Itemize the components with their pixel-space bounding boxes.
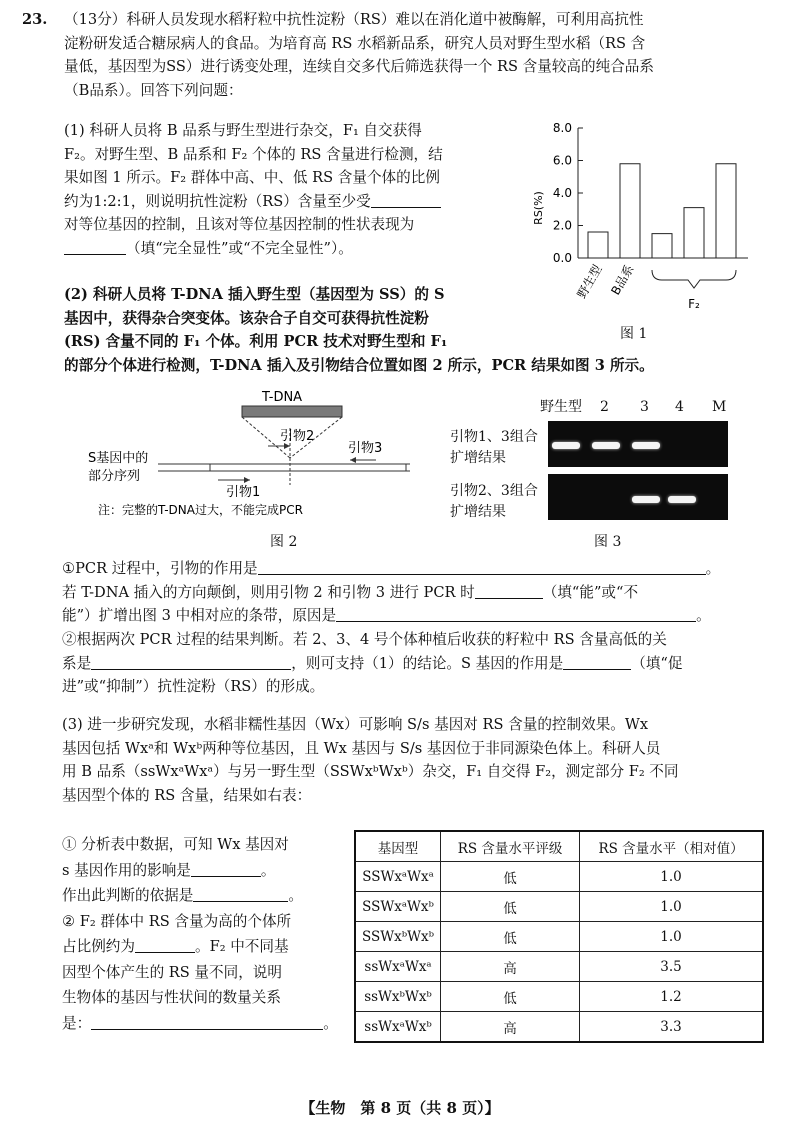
y-tick-label: 2.0 bbox=[552, 218, 572, 233]
table-row bbox=[355, 892, 763, 922]
gel-band bbox=[632, 496, 660, 503]
part3-q-text: 占比例约为 bbox=[62, 938, 135, 955]
answer-blank[interactable] bbox=[91, 653, 291, 670]
sub2-text: ，则可支持（1）的结论。S 基因的作用是 bbox=[291, 654, 564, 672]
sub2-line bbox=[62, 652, 776, 676]
bar bbox=[652, 234, 672, 258]
part3 bbox=[62, 713, 776, 807]
primer3-label: 引物3 bbox=[348, 441, 383, 456]
value-cell: 1.2 bbox=[580, 982, 764, 1012]
value-cell: 1.0 bbox=[580, 922, 764, 952]
gel-band bbox=[592, 442, 620, 449]
part1 bbox=[64, 119, 524, 260]
part3-q-line bbox=[62, 934, 352, 960]
sub1-text: ①PCR 过程中，引物的作用是 bbox=[62, 560, 258, 577]
lane-label: M bbox=[712, 399, 727, 415]
sequence-label-1: S基因中的 bbox=[88, 451, 149, 466]
period: 。 bbox=[323, 1014, 338, 1032]
value-cell: 1.0 bbox=[580, 892, 764, 922]
sub2-line: 进”或“抑制”）抗性淀粉（RS）的形成。 bbox=[62, 678, 325, 695]
lane-label: 3 bbox=[640, 399, 649, 415]
f2-label: F₂ bbox=[688, 297, 700, 311]
genotype-cell: SSWxᵃWxᵇ bbox=[355, 892, 441, 922]
question-number: 23. bbox=[22, 11, 48, 28]
period: 。 bbox=[260, 861, 276, 879]
part3-q-line: 生物体的基因与性状间的数量关系 bbox=[62, 989, 281, 1006]
gel-row2-label: 扩增结果 bbox=[450, 504, 506, 520]
level-cell: 高 bbox=[441, 952, 580, 982]
part3-q-line bbox=[62, 1011, 352, 1037]
table-header: RS 含量水平评级 bbox=[441, 831, 580, 862]
table-row bbox=[355, 922, 763, 952]
answer-blank[interactable] bbox=[135, 936, 195, 953]
lane-label: 野生型 bbox=[540, 399, 582, 415]
sub2 bbox=[62, 628, 776, 699]
question-intro bbox=[64, 8, 778, 102]
bar bbox=[588, 232, 608, 258]
bar bbox=[684, 208, 704, 258]
sub2-text: 系是 bbox=[62, 654, 92, 672]
level-cell: 高 bbox=[441, 1012, 580, 1043]
figure1-bar-chart bbox=[530, 118, 760, 358]
sub2-line: ②根据两次 PCR 过程的结果判断。若 2、3、4 号个体种植后收获的籽粒中 RS 含量高低的关 bbox=[62, 631, 667, 648]
lane-label: 2 bbox=[600, 399, 609, 415]
value-cell: 3.5 bbox=[580, 952, 764, 982]
genotype-cell: ssWxᵇWxᵇ bbox=[355, 982, 441, 1012]
level-cell: 低 bbox=[441, 922, 580, 952]
y-tick-label: 0.0 bbox=[552, 251, 572, 265]
part1-line: F₂。对野生型、B 品系和 F₂ 个体的 RS 含量进行检测，结 bbox=[64, 145, 443, 163]
primer2-label: 引物2 bbox=[280, 429, 315, 444]
answer-blank[interactable] bbox=[336, 605, 696, 622]
sub1-line bbox=[62, 581, 776, 605]
intro-line: 量低，基因型为SS）进行诱变处理，连续自交多代后筛选获得一个 RS 含量较高的纯合品系 bbox=[64, 58, 654, 75]
sub1 bbox=[62, 557, 776, 628]
answer-blank[interactable] bbox=[64, 238, 126, 255]
gel-row1-label: 引物1、3组合 bbox=[450, 429, 538, 445]
table-row bbox=[355, 982, 763, 1012]
f2-brace bbox=[652, 270, 736, 288]
part1-line bbox=[64, 237, 524, 261]
genotype-cell: ssWxᵃWxᵇ bbox=[355, 1012, 441, 1043]
table-header: RS 含量水平（相对值） bbox=[580, 831, 764, 862]
genotype-table bbox=[354, 830, 764, 1043]
period: 。 bbox=[288, 887, 303, 904]
level-cell: 低 bbox=[441, 982, 580, 1012]
sub1-line bbox=[62, 604, 776, 628]
answer-blank[interactable] bbox=[193, 885, 288, 902]
period: 。 bbox=[705, 560, 721, 577]
sub1-text: 若 T-DNA 插入的方向颠倒，则用引物 2 和引物 3 进行 PCR 时 bbox=[62, 583, 475, 601]
x-category-label: 野生型 bbox=[574, 262, 605, 301]
figure2-note: 注：完整的T-DNA过大，不能完成PCR bbox=[98, 503, 303, 517]
answer-blank[interactable] bbox=[563, 653, 631, 670]
part1-line: 果如图 1 所示。F₂ 群体中高、中、低 RS 含量个体的比例 bbox=[64, 169, 440, 186]
part3-line: 用 B 品系（ssWxᵃWxᵃ）与另一野生型（SSWxᵇWxᵇ）杂交，F₁ 自交得 F₂，测定部分 F₂ 不同 bbox=[62, 763, 679, 780]
sub2-text: （填“促 bbox=[631, 654, 683, 672]
primer1-arrowhead bbox=[244, 477, 250, 483]
part3-q-line: ① 分析表中数据，可知 Wx 基因对 bbox=[62, 836, 289, 853]
part3-q-line bbox=[62, 883, 352, 909]
part2-line: (RS) 含量不同的 F₁ 个体。利用 PCR 技术对野生型和 F₁ bbox=[64, 333, 448, 350]
y-tick-label: 8.0 bbox=[552, 121, 572, 135]
figure2-caption: 图 2 bbox=[270, 534, 298, 550]
table-row bbox=[355, 1012, 763, 1043]
y-tick-label: 6.0 bbox=[552, 153, 572, 168]
answer-blank[interactable] bbox=[371, 191, 441, 208]
part3-q-line: 因型个体产生的 RS 量不同，说明 bbox=[62, 963, 282, 981]
part1-line: 对等位基因的控制，且该对等位基因控制的性状表现为 bbox=[64, 216, 415, 233]
y-axis-label: RS(%) bbox=[532, 191, 545, 225]
part3-line: (3) 进一步研究发现，水稻非糯性基因（Wx）可影响 S/s 基因对 RS 含量的控制效果。Wx bbox=[62, 716, 649, 733]
lane-label: 4 bbox=[675, 399, 684, 415]
page-footer: 【生物 第 8 页（共 8 页）】 bbox=[300, 1099, 500, 1117]
figure1-caption: 图 1 bbox=[620, 326, 648, 342]
table-row bbox=[355, 952, 763, 982]
part2-line: (2) 科研人员将 T-DNA 插入野生型（基因型为 SS）的 S bbox=[64, 286, 445, 303]
table-row bbox=[355, 862, 763, 892]
answer-blank[interactable] bbox=[91, 1013, 323, 1030]
part1-line: (1) 科研人员将 B 品系与野生型进行杂交，F₁ 自交获得 bbox=[64, 122, 422, 139]
part1-line bbox=[64, 190, 524, 214]
part2-line: 基因中，获得杂合突变体。该杂合子自交可获得抗性淀粉 bbox=[64, 309, 429, 327]
part1-text: （填“完全显性”或“不完全显性”）。 bbox=[126, 239, 353, 257]
intro-line: （B品系）。回答下列问题： bbox=[64, 81, 243, 99]
genotype-cell: SSWxᵃWxᵃ bbox=[355, 862, 441, 892]
gel-band bbox=[668, 496, 696, 503]
gel-row1 bbox=[548, 421, 728, 467]
part3-q-line bbox=[62, 858, 352, 884]
part3-q-text: 作出此判断的依据是 bbox=[62, 887, 194, 904]
genotype-cell: SSWxᵇWxᵇ bbox=[355, 922, 441, 952]
table-header-row bbox=[355, 831, 763, 862]
intro-line: （13分）科研人员发现水稻籽粒中抗性淀粉（RS）难以在消化道中被酶解，可利用高抗性 bbox=[64, 11, 644, 28]
value-cell: 1.0 bbox=[580, 862, 764, 892]
period: 。 bbox=[696, 607, 711, 624]
bar bbox=[620, 164, 640, 258]
gel-row2 bbox=[548, 474, 728, 520]
part3-line: 基因包括 Wxᵃ和 Wxᵇ两种等位基因，且 Wx 基因与 S/s 基因位于非同源染色体上。科研人员 bbox=[62, 739, 661, 757]
bar bbox=[716, 164, 736, 258]
genotype-cell: ssWxᵃWxᵃ bbox=[355, 952, 441, 982]
part2-line: 的部分个体进行检测，T-DNA 插入及引物结合位置如图 2 所示，PCR 结果如图 3 所示。 bbox=[64, 356, 654, 374]
sequence-label-2: 部分序列 bbox=[88, 469, 141, 484]
gel-band bbox=[552, 442, 580, 449]
part3-q-text: s 基因作用的影响是 bbox=[62, 861, 191, 879]
gel-row1-label: 扩增结果 bbox=[450, 450, 506, 466]
figure2-diagram bbox=[88, 390, 450, 520]
sub1-text: （填“能”或“不 bbox=[542, 583, 639, 601]
sub1-text: 能”）扩增出图 3 中相对应的条带，原因是 bbox=[62, 607, 337, 624]
answer-blank[interactable] bbox=[258, 558, 706, 575]
part1-text: 约为1:2:1，则说明抗性淀粉（RS）含量至少受 bbox=[64, 192, 371, 210]
part3-q-text: 。F₂ 中不同基 bbox=[194, 938, 289, 955]
part3-q-text: 是： bbox=[62, 1014, 92, 1032]
level-cell: 低 bbox=[441, 862, 580, 892]
part3-line: 基因型个体的 RS 含量，结果如右表： bbox=[62, 786, 312, 804]
x-category-label: B品系 bbox=[608, 262, 637, 298]
gel-band bbox=[632, 442, 660, 449]
primer3-arrowhead bbox=[350, 457, 356, 463]
tdna-box bbox=[242, 406, 342, 417]
answer-blank[interactable] bbox=[475, 582, 543, 599]
answer-blank[interactable] bbox=[191, 860, 261, 877]
level-cell: 低 bbox=[441, 892, 580, 922]
intro-line: 淀粉研发适合糖尿病人的食品。为培育高 RS 水稻新品系，研究人员对野生型水稻（RS 含 bbox=[64, 34, 646, 52]
part3-q-line: ② F₂ 群体中 RS 含量为高的个体所 bbox=[62, 912, 292, 930]
y-tick-label: 4.0 bbox=[552, 186, 572, 200]
gel-row2-label: 引物2、3组合 bbox=[450, 483, 538, 499]
sub1-line bbox=[62, 557, 776, 581]
tdna-label: T-DNA bbox=[262, 390, 303, 405]
primer1-label: 引物1 bbox=[226, 485, 261, 500]
part3-questions bbox=[62, 832, 352, 1036]
figure3-caption: 图 3 bbox=[594, 534, 622, 550]
value-cell: 3.3 bbox=[580, 1012, 764, 1043]
table-header: 基因型 bbox=[355, 831, 441, 862]
